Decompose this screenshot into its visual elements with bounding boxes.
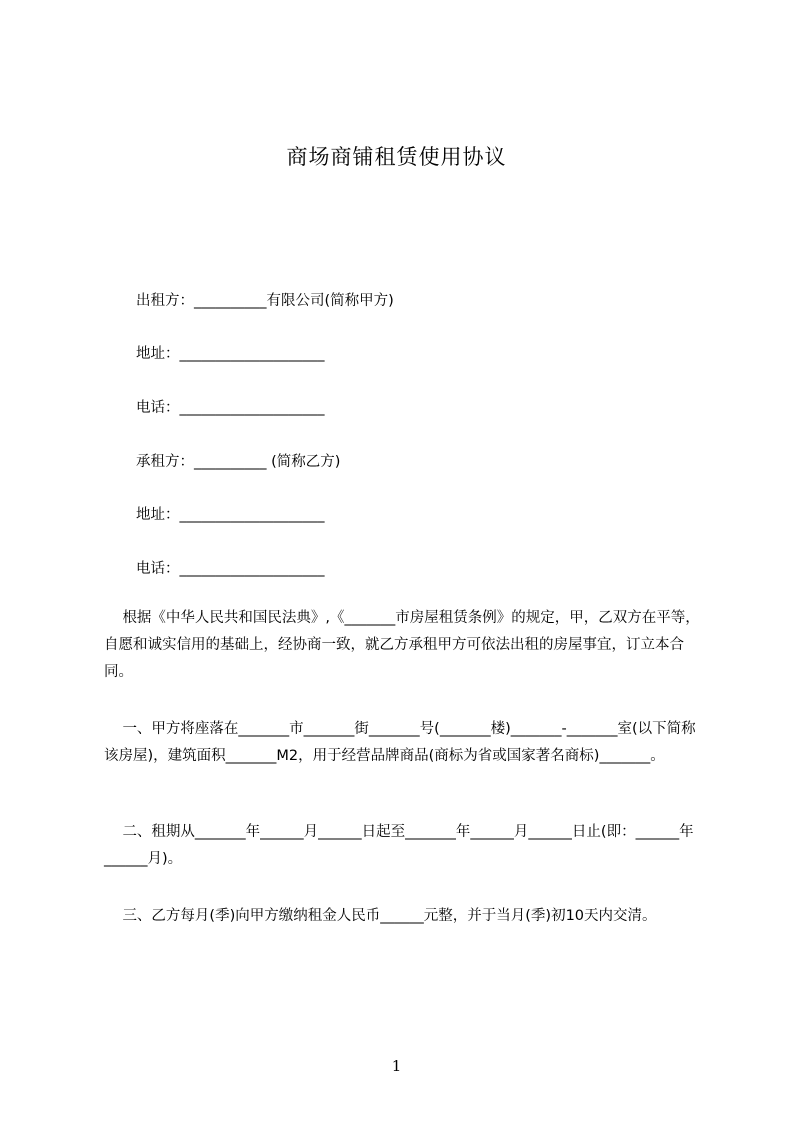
lessor-line: 出租方：__________有限公司(简称甲方) [136,293,394,309]
clause-2-paragraph: 二、租期从_______年______月______日起至_______年______月______日止(即：______年______月)。 [104,824,694,867]
clause-1-paragraph: 一、甲方将座落在_______市_______街_______号(_______楼)_______-_______室(以下简称该房屋)，建筑面积_______M2，用于经营品牌商品(商标为省或国家著名商标)_______。 [104,721,696,764]
page-number: 1 [391,1057,402,1075]
document-title: 商场商铺租赁使用协议 [286,145,507,169]
clause-3-paragraph: 三、乙方每月(季)向甲方缴纳租金人民币______元整，并于当月(季)初10天内交清。 [104,908,657,924]
preamble-paragraph: 根据《中华人民共和国民法典》,《_______市房屋租赁条例》的规定，甲，乙双方在平等，自愿和诚实信用的基础上，经协商一致，就乙方承租甲方可依法出租的房屋事宜，订立本合同。 [104,610,700,680]
lessee-phone-line: 电话：____________________ [136,561,325,577]
lessee-line: 承租方：__________ (简称乙方) [136,454,341,470]
lessee-address-line: 地址：____________________ [136,507,325,523]
lessor-phone-line: 电话：____________________ [136,400,325,416]
lessor-address-line: 地址：____________________ [136,346,325,362]
